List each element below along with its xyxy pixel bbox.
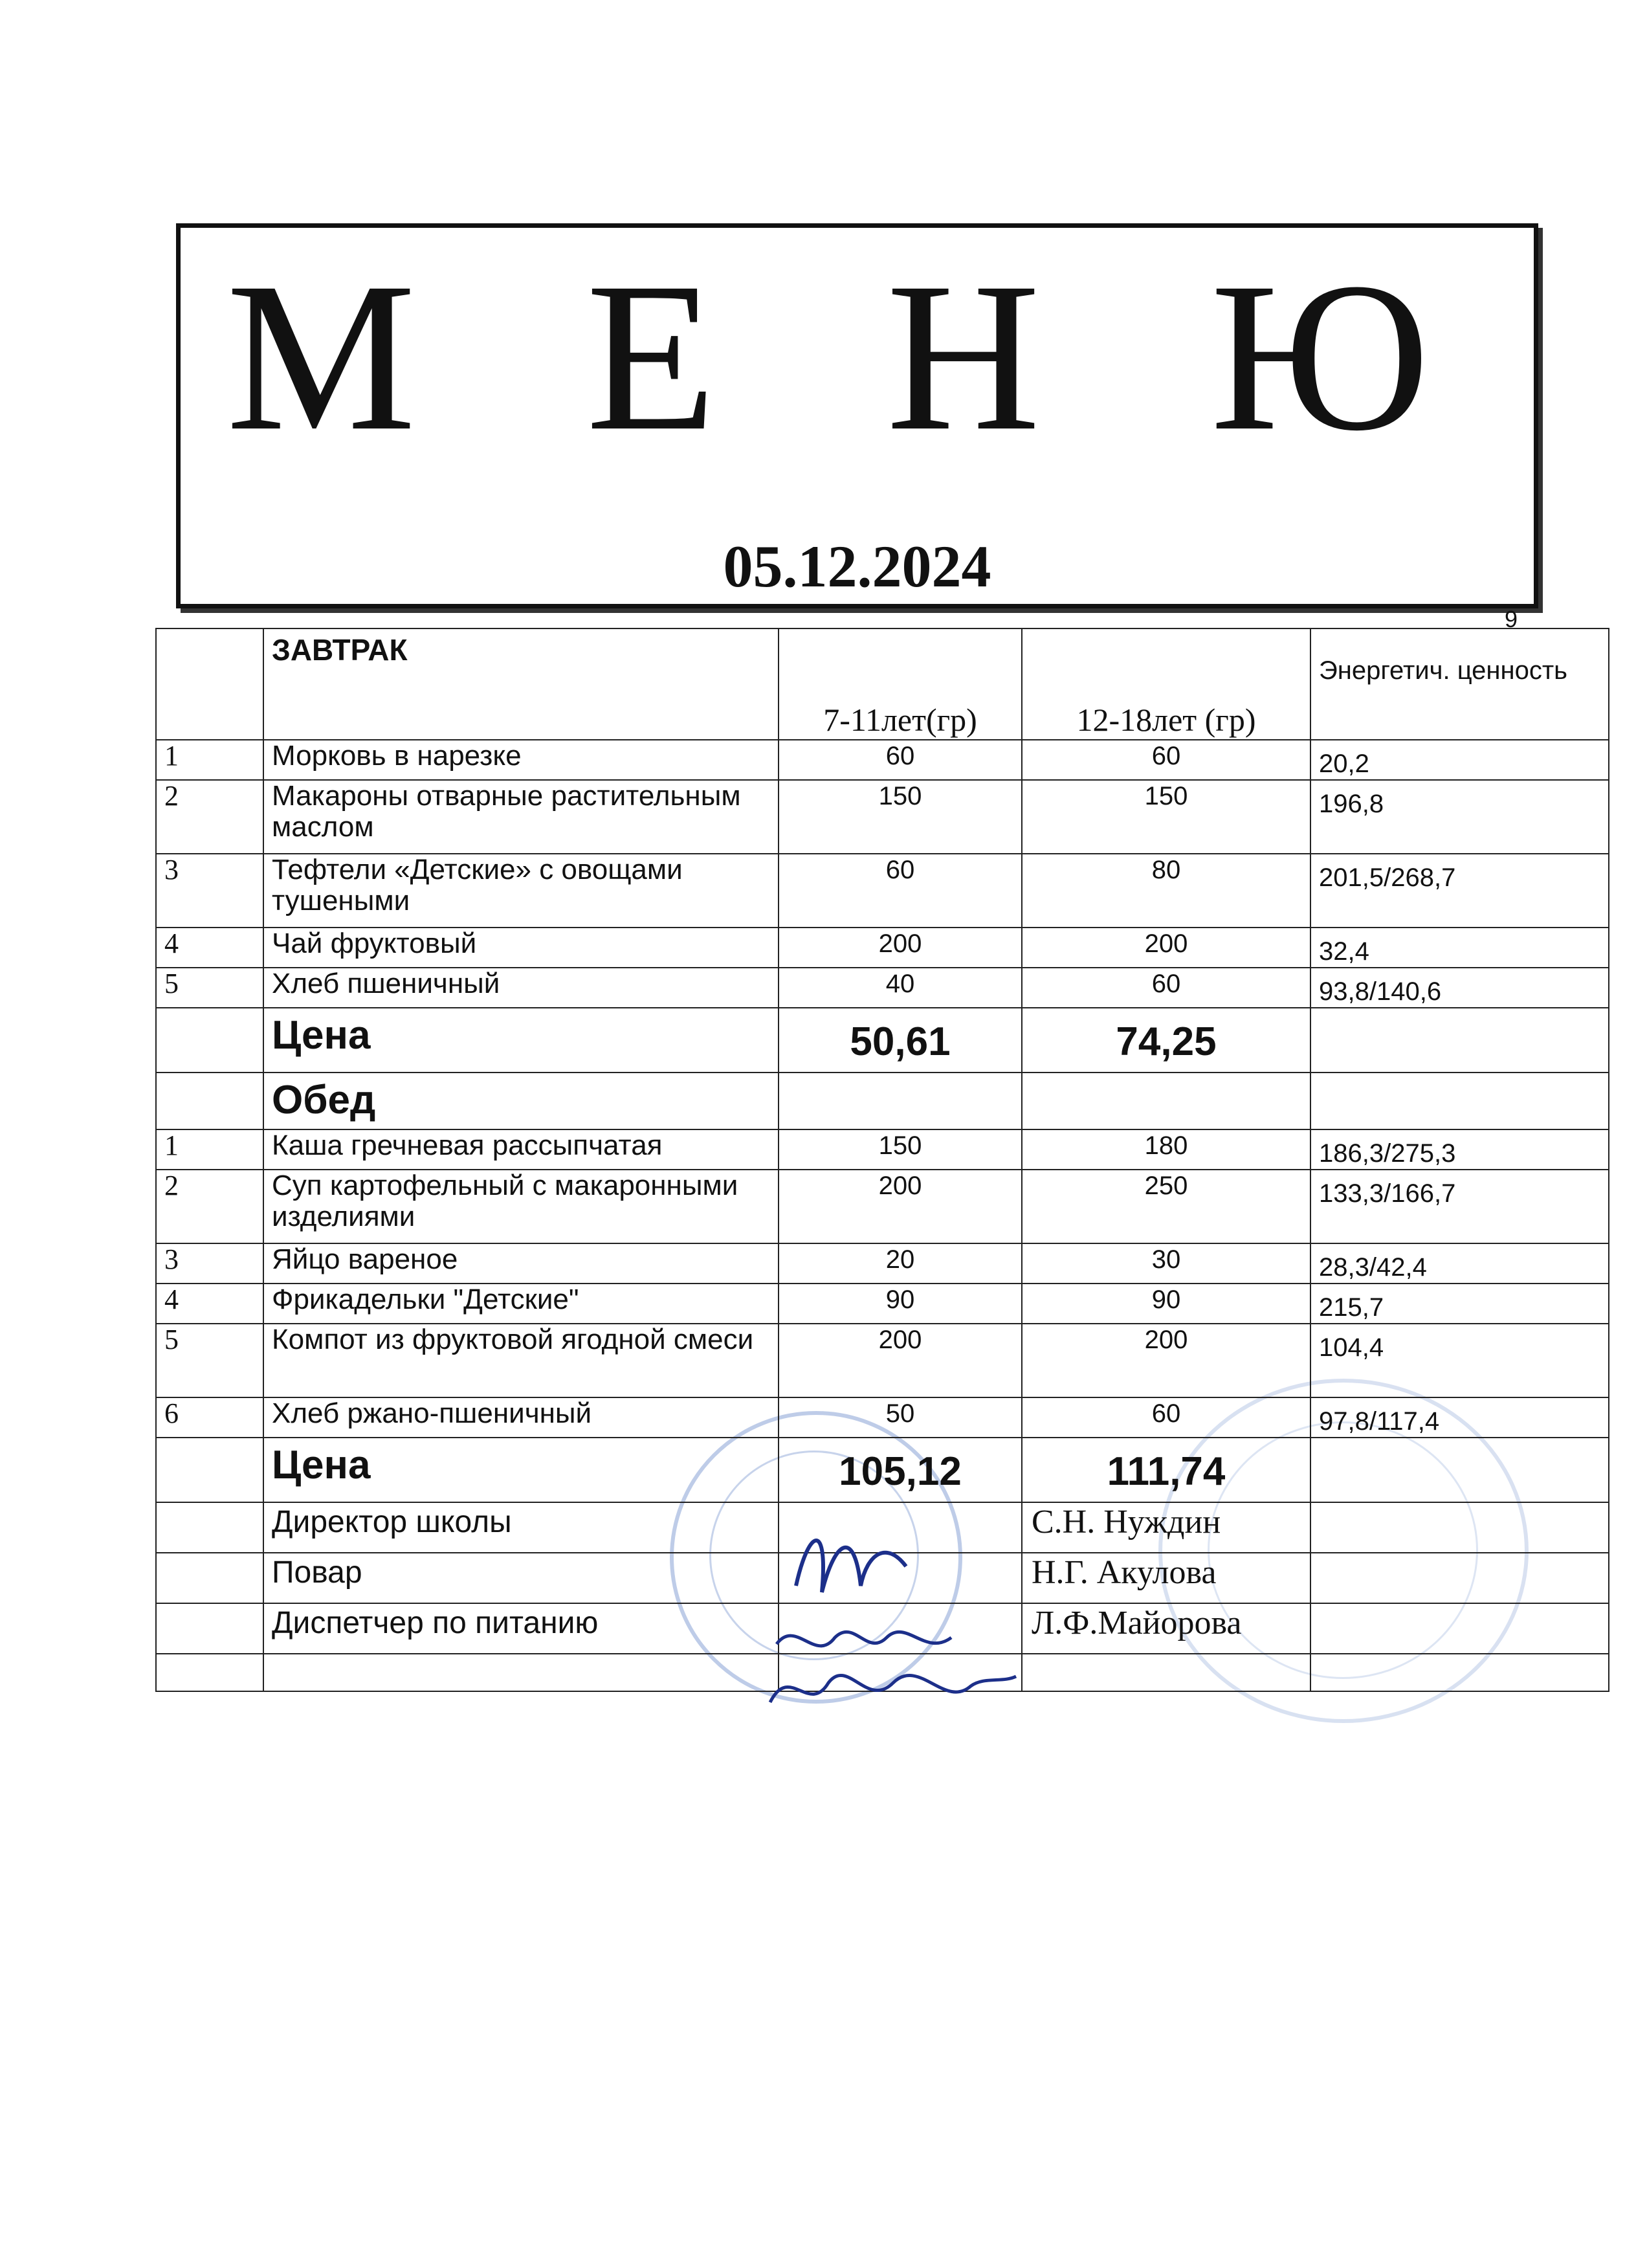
item-name: Фрикадельки "Детские" [263, 1284, 779, 1324]
item-weight-7-11: 150 [779, 1129, 1022, 1170]
signature-person: Л.Ф.Майорова [1022, 1603, 1310, 1654]
price-7-11: 50,61 [779, 1008, 1022, 1073]
item-weight-12-18: 60 [1022, 740, 1310, 780]
item-weight-12-18: 30 [1022, 1243, 1310, 1284]
column-header-7-11: 7-11лет(гр) [779, 628, 1022, 740]
item-number: 5 [156, 968, 263, 1008]
table-row [156, 1284, 1609, 1324]
item-weight-12-18: 60 [1022, 1397, 1310, 1438]
item-energy: 32,4 [1310, 928, 1609, 968]
signature-role: Диспетчер по питанию [263, 1603, 779, 1654]
signature-person: Н.Г. Акулова [1022, 1553, 1310, 1603]
item-number: 4 [156, 1284, 263, 1324]
item-number: 4 [156, 928, 263, 968]
item-name: Макароны отварные растительным маслом [263, 780, 779, 854]
item-energy: 20,2 [1310, 740, 1609, 780]
table-row [156, 1129, 1609, 1170]
item-weight-12-18: 180 [1022, 1129, 1310, 1170]
table-row [156, 968, 1609, 1008]
item-weight-7-11: 200 [779, 1324, 1022, 1397]
item-number: 3 [156, 1243, 263, 1284]
director-signature-stroke [796, 1540, 906, 1592]
table-row [156, 1324, 1609, 1397]
item-name: Каша гречневая рассыпчатая [263, 1129, 779, 1170]
signature-role: Директор школы [263, 1502, 779, 1553]
item-energy: 97,8/117,4 [1310, 1397, 1609, 1438]
item-weight-7-11: 40 [779, 968, 1022, 1008]
table-row [156, 1243, 1609, 1284]
item-weight-7-11: 150 [779, 780, 1022, 854]
item-number: 1 [156, 1129, 263, 1170]
price-7-11: 105,12 [779, 1438, 1022, 1502]
price-12-18: 111,74 [1022, 1438, 1310, 1502]
item-weight-7-11: 60 [779, 740, 1022, 780]
item-name: Чай фруктовый [263, 928, 779, 968]
item-weight-7-11: 20 [779, 1243, 1022, 1284]
menu-date: 05.12.2024 [723, 533, 991, 599]
price-label: Цена [263, 1008, 779, 1073]
signature-person: С.Н. Нуждин [1022, 1502, 1310, 1553]
item-name: Яйцо вареное [263, 1243, 779, 1284]
column-header-energy: Энергетич. ценность [1310, 628, 1609, 740]
cook-signature-stroke [777, 1632, 951, 1645]
breakfast-section-label: ЗАВТРАК [263, 628, 779, 740]
breakfast-price-row [156, 1008, 1609, 1073]
item-weight-7-11: 200 [779, 1170, 1022, 1243]
title-box [176, 223, 1538, 608]
item-weight-12-18: 200 [1022, 1324, 1310, 1397]
item-name: Морковь в нарезке [263, 740, 779, 780]
item-energy: 28,3/42,4 [1310, 1243, 1609, 1284]
item-name: Тефтели «Детские» с овощами тушеными [263, 854, 779, 928]
item-number: 3 [156, 854, 263, 928]
item-energy: 104,4 [1310, 1324, 1609, 1397]
table-row [156, 854, 1609, 928]
breakfast-header-row [156, 628, 1609, 740]
lunch-price-row [156, 1438, 1609, 1502]
item-weight-7-11: 200 [779, 928, 1022, 968]
item-number: 5 [156, 1324, 263, 1397]
item-number: 1 [156, 740, 263, 780]
page-number: 9 [1505, 606, 1518, 632]
table-row [156, 928, 1609, 968]
item-energy: 201,5/268,7 [1310, 854, 1609, 928]
item-weight-12-18: 60 [1022, 968, 1310, 1008]
item-weight-12-18: 150 [1022, 780, 1310, 854]
item-weight-7-11: 50 [779, 1397, 1022, 1438]
item-weight-7-11: 90 [779, 1284, 1022, 1324]
item-weight-12-18: 250 [1022, 1170, 1310, 1243]
item-number: 2 [156, 780, 263, 854]
lunch-section-label: Обед [263, 1073, 779, 1129]
handwritten-signatures [757, 1515, 1029, 1722]
table-row [156, 1170, 1609, 1243]
item-name: Суп картофельный с макаронными изделиями [263, 1170, 779, 1243]
table-row [156, 740, 1609, 780]
page-title: М Е Н Ю [226, 239, 1488, 475]
item-weight-7-11: 60 [779, 854, 1022, 928]
signature-role: Повар [263, 1553, 779, 1603]
item-energy: 215,7 [1310, 1284, 1609, 1324]
item-weight-12-18: 80 [1022, 854, 1310, 928]
item-weight-12-18: 200 [1022, 928, 1310, 968]
item-name: Хлеб ржано-пшеничный [263, 1397, 779, 1438]
item-number: 2 [156, 1170, 263, 1243]
item-weight-12-18: 90 [1022, 1284, 1310, 1324]
dispatcher-signature-stroke [770, 1675, 1016, 1702]
column-header-12-18: 12-18лет (гр) [1022, 628, 1310, 740]
item-name: Компот из фруктовой ягодной смеси [263, 1324, 779, 1397]
price-12-18: 74,25 [1022, 1008, 1310, 1073]
item-energy: 93,8/140,6 [1310, 968, 1609, 1008]
table-row [156, 1397, 1609, 1438]
table-row [156, 780, 1609, 854]
lunch-header-row [156, 1073, 1609, 1129]
item-energy: 133,3/166,7 [1310, 1170, 1609, 1243]
item-name: Хлеб пшеничный [263, 968, 779, 1008]
price-label: Цена [263, 1438, 779, 1502]
item-energy: 196,8 [1310, 780, 1609, 854]
item-energy: 186,3/275,3 [1310, 1129, 1609, 1170]
item-number: 6 [156, 1397, 263, 1438]
